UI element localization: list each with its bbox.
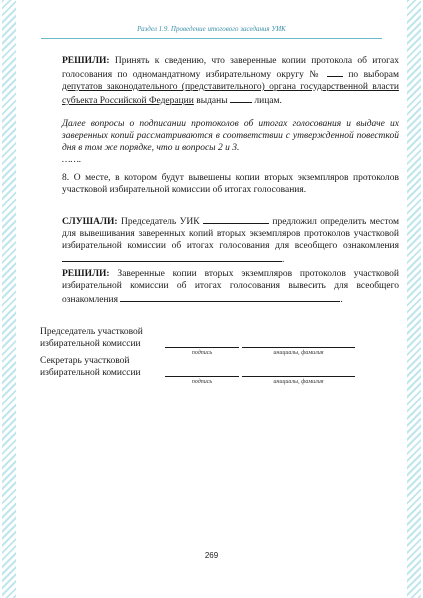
signature-block-secretary [40,355,377,395]
italic-note: Далее вопросы о подписании протоколов об итогах голосования и выдаче их заверенных копий рассматриваются в соответствии с утвержденной повесткой дня в том же порядке, что и вопросы 2 и 3. ……. [62,119,399,165]
page-header: Раздел 1.9. Проведение итогового заседания УИК [137,25,286,33]
name-line[interactable] [242,376,355,377]
signature-caption: подпись [191,350,213,356]
blank-chairman-name[interactable] [203,214,269,224]
decision-label: РЕШИЛИ: [62,269,110,279]
name-caption: инициалы, фамилия [273,379,324,385]
signature-caption: подпись [191,379,213,385]
heard-paragraph: СЛУШАЛИ: Председатель УИК предложил определить местом для вывешивания заверенных копий вторых экземпляров протоколов участковой избирательной комиссии об итогах голосования для всеобщего ознакомления . [40,214,399,266]
decorative-border-right [407,0,421,598]
election-body: депутатов законодательного (представительного) органа государственной власти субъекта Российской Федерации [62,82,399,106]
blank-district-number[interactable] [327,67,343,77]
signature-line[interactable] [165,376,239,377]
decorative-border-left [2,0,16,598]
blank-posting-place[interactable] [62,252,282,262]
blank-posting-place[interactable] [120,292,340,302]
decision-paragraph-1: РЕШИЛИ: Принять к сведению, что заверенные копии протокола об итогах голосования по одномандатному избирательному округу № по выборам депутатов законодательного (представительного) органа государственной власти субъекта Российской Федерации выданы лицам. [62,56,400,106]
signature-label: Секретарь участковой избирательной комиссии [40,356,141,378]
ellipsis: ……. [62,155,82,165]
blank-persons-count[interactable] [230,93,252,103]
agenda-item-8: 8. О месте, в котором будут вывешены копии вторых экземпляров протоколов участковой избирательной комиссии об итогах голосования. [62,173,399,195]
header-rule [41,38,382,39]
signature-label: Председатель участковой избирательной комиссии [40,327,143,349]
document-page [33,0,400,598]
signature-line[interactable] [165,347,239,348]
name-line[interactable] [242,347,355,348]
name-caption: инициалы, фамилия [273,350,324,356]
page-number: 269 [204,551,219,560]
heard-label: СЛУШАЛИ: [62,217,118,227]
decision-paragraph-2: РЕШИЛИ: Заверенные копии вторых экземпляров протоколов участковой избирательной комиссии об итогах голосования вывесить для всеобщего ознакомления . [62,269,399,305]
decision-label: РЕШИЛИ: [62,56,110,66]
